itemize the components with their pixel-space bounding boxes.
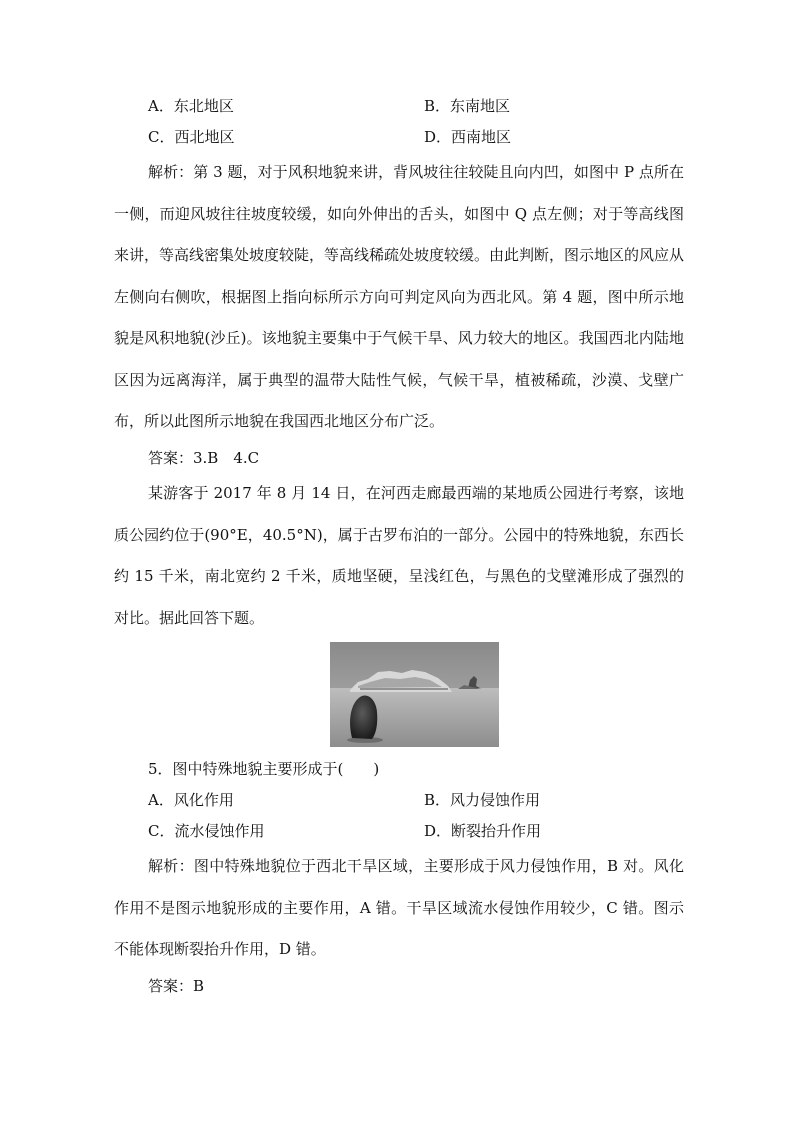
question-passage: 某游客于 2017 年 8 月 14 日，在河西走廊最西端的某地质公园进行考察，该地质公园约位于(90°E，40.5°N)，属于古罗布泊的一部分。公园中的特殊地貌，东西长约 15 千米，南北宽约 2 千米，质地坚硬，呈浅红色，与黑色的戈壁滩形成了强烈的对比。据此回答下题。 xyxy=(114,484,684,627)
q4-option-a[interactable]: A．东北地区 xyxy=(148,97,234,115)
q5-stem: 5．图中特殊地貌主要形成于( ) xyxy=(148,760,380,778)
q4-option-c[interactable]: C．西北地区 xyxy=(148,128,235,146)
q5-option-a[interactable]: A．风化作用 xyxy=(148,791,234,809)
q5-option-b[interactable]: B．风力侵蚀作用 xyxy=(424,791,541,809)
q4-option-b[interactable]: B．东南地区 xyxy=(424,97,511,115)
yardang-landform-image xyxy=(330,642,499,747)
q4-options-row-2 xyxy=(148,125,688,149)
analysis-q5: 解析：图中特殊地貌位于西北干旱区域，主要形成于风力侵蚀作用，B 对。风化作用不是图示地貌形成的主要作用，A 错。干旱区域流水侵蚀作用较少，C 错。图示不能体现断裂抬升作用，D 错。 xyxy=(114,857,684,958)
landform-photo xyxy=(330,642,499,747)
q5-option-c[interactable]: C．流水侵蚀作用 xyxy=(148,822,265,840)
q5-option-d[interactable]: D．断裂抬升作用 xyxy=(424,822,542,840)
q4-options-row-1 xyxy=(148,94,688,118)
analysis-q3-q4: 解析：第 3 题，对于风积地貌来讲，背风坡往往较陡且向内凹，如图中 P 点所在一侧，而迎风坡往往坡度较缓，如向外伸出的舌头，如图中 Q 点左侧；对于等高线图来讲，等高线密集处坡度较陡，等高线稀疏处坡度较缓。由此判断，图示地区的风应从左侧向右侧吹，根据图上指向标所示方向可判定风向为西北风。第 4 题，图中所示地貌是风积地貌(沙丘)。该地貌主要集中于气候干旱、风力较大的地区。我国西北内陆地区因为远离海洋，属于典型的温带大陆性气候，气候干旱，植被稀疏，沙漠、戈壁广布，所以此图所示地貌在我国西北地区分布广泛。 xyxy=(114,163,685,430)
q5-options-row-2 xyxy=(148,819,688,843)
q5-options-row-1 xyxy=(148,788,688,812)
answer-q3-q4: 答案：3.B 4.C xyxy=(148,449,260,467)
q4-option-d[interactable]: D．西南地区 xyxy=(424,128,512,146)
answer-q5: 答案：B xyxy=(148,977,205,995)
